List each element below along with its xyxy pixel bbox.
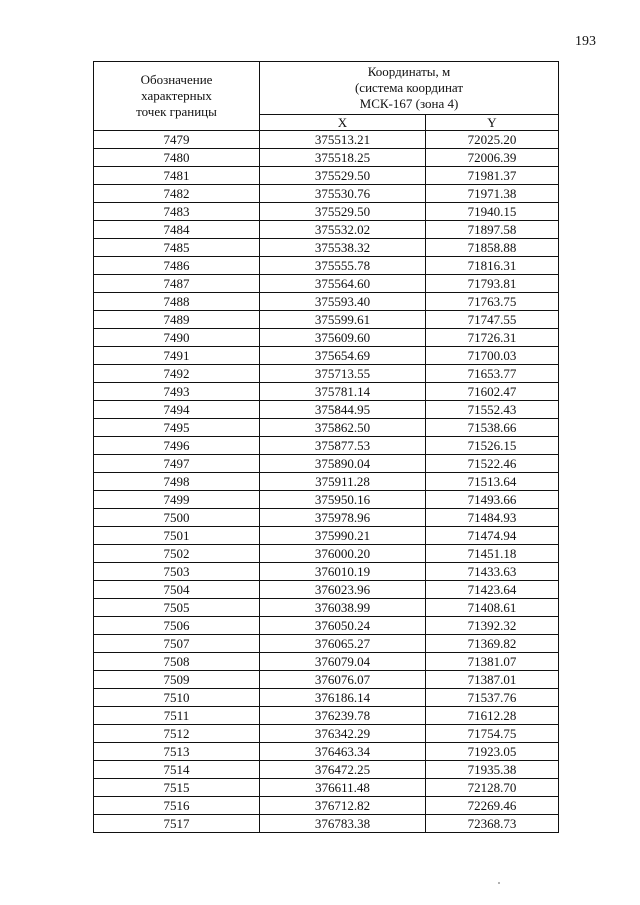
y-coordinate-cell: 71653.77 <box>426 365 559 383</box>
x-coordinate-cell: 376010.19 <box>260 563 426 581</box>
table-row <box>94 599 559 617</box>
x-coordinate-cell: 376239.78 <box>260 707 426 725</box>
point-id-cell: 7479 <box>94 131 260 149</box>
point-header-line: характерных <box>141 88 212 103</box>
x-coordinate-cell: 376050.24 <box>260 617 426 635</box>
y-coordinate-cell: 71408.61 <box>426 599 559 617</box>
y-coordinate-cell: 71493.66 <box>426 491 559 509</box>
table-row <box>94 149 559 167</box>
x-coordinate-cell: 375654.69 <box>260 347 426 365</box>
table-row <box>94 167 559 185</box>
y-coordinate-cell: 71981.37 <box>426 167 559 185</box>
table-row <box>94 473 559 491</box>
point-id-cell: 7505 <box>94 599 260 617</box>
point-id-cell: 7491 <box>94 347 260 365</box>
point-id-cell: 7488 <box>94 293 260 311</box>
table-row <box>94 725 559 743</box>
table-row <box>94 671 559 689</box>
table-row <box>94 257 559 275</box>
y-coordinate-cell: 71612.28 <box>426 707 559 725</box>
point-id-cell: 7484 <box>94 221 260 239</box>
point-id-cell: 7514 <box>94 761 260 779</box>
table-row <box>94 491 559 509</box>
table-row <box>94 221 559 239</box>
point-id-cell: 7486 <box>94 257 260 275</box>
y-coordinate-cell: 71971.38 <box>426 185 559 203</box>
table-row <box>94 329 559 347</box>
x-coordinate-cell: 376783.38 <box>260 815 426 833</box>
scan-speck <box>498 882 500 884</box>
table-row <box>94 707 559 725</box>
y-coordinate-cell: 71369.82 <box>426 635 559 653</box>
table-row <box>94 293 559 311</box>
y-coordinate-cell: 71474.94 <box>426 527 559 545</box>
y-coordinate-cell: 72006.39 <box>426 149 559 167</box>
table-row <box>94 815 559 833</box>
y-column-header: Y <box>426 115 559 131</box>
point-id-cell: 7495 <box>94 419 260 437</box>
point-id-cell: 7501 <box>94 527 260 545</box>
point-id-cell: 7509 <box>94 671 260 689</box>
coords-header-line: МСК-167 (зона 4) <box>359 96 459 111</box>
y-coordinate-cell: 72368.73 <box>426 815 559 833</box>
x-coordinate-cell: 375781.14 <box>260 383 426 401</box>
point-id-cell: 7504 <box>94 581 260 599</box>
x-coordinate-cell: 376023.96 <box>260 581 426 599</box>
y-coordinate-cell: 71897.58 <box>426 221 559 239</box>
y-coordinate-cell: 71602.47 <box>426 383 559 401</box>
point-id-cell: 7483 <box>94 203 260 221</box>
y-coordinate-cell: 71451.18 <box>426 545 559 563</box>
point-id-cell: 7493 <box>94 383 260 401</box>
point-id-cell: 7497 <box>94 455 260 473</box>
table-row <box>94 779 559 797</box>
y-coordinate-cell: 71526.15 <box>426 437 559 455</box>
x-coordinate-cell: 376712.82 <box>260 797 426 815</box>
y-coordinate-cell: 71381.07 <box>426 653 559 671</box>
table-row <box>94 185 559 203</box>
x-coordinate-cell: 375950.16 <box>260 491 426 509</box>
point-id-cell: 7499 <box>94 491 260 509</box>
x-coordinate-cell: 375593.40 <box>260 293 426 311</box>
y-coordinate-cell: 71763.75 <box>426 293 559 311</box>
page-number: 193 <box>575 34 596 49</box>
x-coordinate-cell: 376000.20 <box>260 545 426 563</box>
coords-header-line: (система координат <box>354 80 464 95</box>
x-coordinate-cell: 376472.25 <box>260 761 426 779</box>
point-id-cell: 7498 <box>94 473 260 491</box>
point-id-cell: 7490 <box>94 329 260 347</box>
x-coordinate-cell: 375844.95 <box>260 401 426 419</box>
point-id-cell: 7485 <box>94 239 260 257</box>
point-id-cell: 7503 <box>94 563 260 581</box>
table-row <box>94 203 559 221</box>
x-coordinate-cell: 375564.60 <box>260 275 426 293</box>
y-coordinate-cell: 71484.93 <box>426 509 559 527</box>
point-id-cell: 7482 <box>94 185 260 203</box>
table-row <box>94 401 559 419</box>
x-coordinate-cell: 375713.55 <box>260 365 426 383</box>
table-row <box>94 275 559 293</box>
point-id-cell: 7508 <box>94 653 260 671</box>
y-coordinate-cell: 71923.05 <box>426 743 559 761</box>
point-id-cell: 7513 <box>94 743 260 761</box>
table-row <box>94 581 559 599</box>
point-id-cell: 7507 <box>94 635 260 653</box>
point-id-cell: 7480 <box>94 149 260 167</box>
y-coordinate-cell: 71858.88 <box>426 239 559 257</box>
table-row <box>94 509 559 527</box>
coords-header-line: Координаты, м <box>367 64 451 79</box>
x-coordinate-cell: 375911.28 <box>260 473 426 491</box>
y-coordinate-cell: 71747.55 <box>426 311 559 329</box>
y-coordinate-cell: 71513.64 <box>426 473 559 491</box>
table-row <box>94 563 559 581</box>
x-coordinate-cell: 376038.99 <box>260 599 426 617</box>
table-row <box>94 653 559 671</box>
x-coordinate-cell: 375529.50 <box>260 203 426 221</box>
point-id-cell: 7489 <box>94 311 260 329</box>
y-coordinate-cell: 71726.31 <box>426 329 559 347</box>
y-coordinate-cell: 72025.20 <box>426 131 559 149</box>
point-header-line: точек границы <box>136 104 217 119</box>
x-coordinate-cell: 375609.60 <box>260 329 426 347</box>
x-coordinate-cell: 375538.32 <box>260 239 426 257</box>
x-coordinate-cell: 376076.07 <box>260 671 426 689</box>
x-coordinate-cell: 375513.21 <box>260 131 426 149</box>
point-header-line: Обозначение <box>140 72 213 87</box>
x-coordinate-cell: 376342.29 <box>260 725 426 743</box>
x-coordinate-cell: 375990.21 <box>260 527 426 545</box>
y-coordinate-cell: 71392.32 <box>426 617 559 635</box>
point-id-cell: 7506 <box>94 617 260 635</box>
x-coordinate-cell: 375532.02 <box>260 221 426 239</box>
x-coordinate-cell: 375599.61 <box>260 311 426 329</box>
x-column-header: X <box>260 115 426 131</box>
x-coordinate-cell: 376463.34 <box>260 743 426 761</box>
table-row <box>94 797 559 815</box>
y-coordinate-cell: 72128.70 <box>426 779 559 797</box>
point-id-cell: 7496 <box>94 437 260 455</box>
y-coordinate-cell: 71552.43 <box>426 401 559 419</box>
table-row <box>94 131 559 149</box>
point-designation-header <box>94 62 260 131</box>
x-coordinate-cell: 376186.14 <box>260 689 426 707</box>
table-row <box>94 437 559 455</box>
x-coordinate-cell: 376065.27 <box>260 635 426 653</box>
point-id-cell: 7512 <box>94 725 260 743</box>
coordinates-table-body <box>94 131 559 833</box>
y-coordinate-cell: 71940.15 <box>426 203 559 221</box>
point-id-cell: 7510 <box>94 689 260 707</box>
x-coordinate-cell: 376079.04 <box>260 653 426 671</box>
point-id-cell: 7516 <box>94 797 260 815</box>
y-coordinate-cell: 71423.64 <box>426 581 559 599</box>
x-coordinate-cell: 375890.04 <box>260 455 426 473</box>
point-id-cell: 7487 <box>94 275 260 293</box>
y-coordinate-cell: 71754.75 <box>426 725 559 743</box>
table-row <box>94 689 559 707</box>
x-coordinate-cell: 375529.50 <box>260 167 426 185</box>
point-id-cell: 7500 <box>94 509 260 527</box>
table-row <box>94 365 559 383</box>
table-row <box>94 617 559 635</box>
point-id-cell: 7481 <box>94 167 260 185</box>
x-coordinate-cell: 375862.50 <box>260 419 426 437</box>
table-row <box>94 455 559 473</box>
x-coordinate-cell: 375530.76 <box>260 185 426 203</box>
table-row <box>94 347 559 365</box>
table-row <box>94 743 559 761</box>
table-row <box>94 527 559 545</box>
x-coordinate-cell: 376611.48 <box>260 779 426 797</box>
y-coordinate-cell: 71537.76 <box>426 689 559 707</box>
y-coordinate-cell: 71538.66 <box>426 419 559 437</box>
point-id-cell: 7511 <box>94 707 260 725</box>
y-coordinate-cell: 71816.31 <box>426 257 559 275</box>
table-row <box>94 311 559 329</box>
x-coordinate-cell: 375978.96 <box>260 509 426 527</box>
y-coordinate-cell: 71793.81 <box>426 275 559 293</box>
table-row <box>94 383 559 401</box>
point-id-cell: 7515 <box>94 779 260 797</box>
y-coordinate-cell: 72269.46 <box>426 797 559 815</box>
table-row <box>94 239 559 257</box>
x-coordinate-cell: 375877.53 <box>260 437 426 455</box>
coordinates-table <box>93 61 559 833</box>
y-coordinate-cell: 71522.46 <box>426 455 559 473</box>
y-coordinate-cell: 71935.38 <box>426 761 559 779</box>
x-coordinate-cell: 375518.25 <box>260 149 426 167</box>
coordinates-header <box>260 62 559 115</box>
table-row <box>94 635 559 653</box>
point-id-cell: 7502 <box>94 545 260 563</box>
table-row <box>94 545 559 563</box>
y-coordinate-cell: 71433.63 <box>426 563 559 581</box>
point-id-cell: 7492 <box>94 365 260 383</box>
table-row <box>94 761 559 779</box>
y-coordinate-cell: 71700.03 <box>426 347 559 365</box>
point-id-cell: 7517 <box>94 815 260 833</box>
x-coordinate-cell: 375555.78 <box>260 257 426 275</box>
point-id-cell: 7494 <box>94 401 260 419</box>
table-row <box>94 419 559 437</box>
y-coordinate-cell: 71387.01 <box>426 671 559 689</box>
